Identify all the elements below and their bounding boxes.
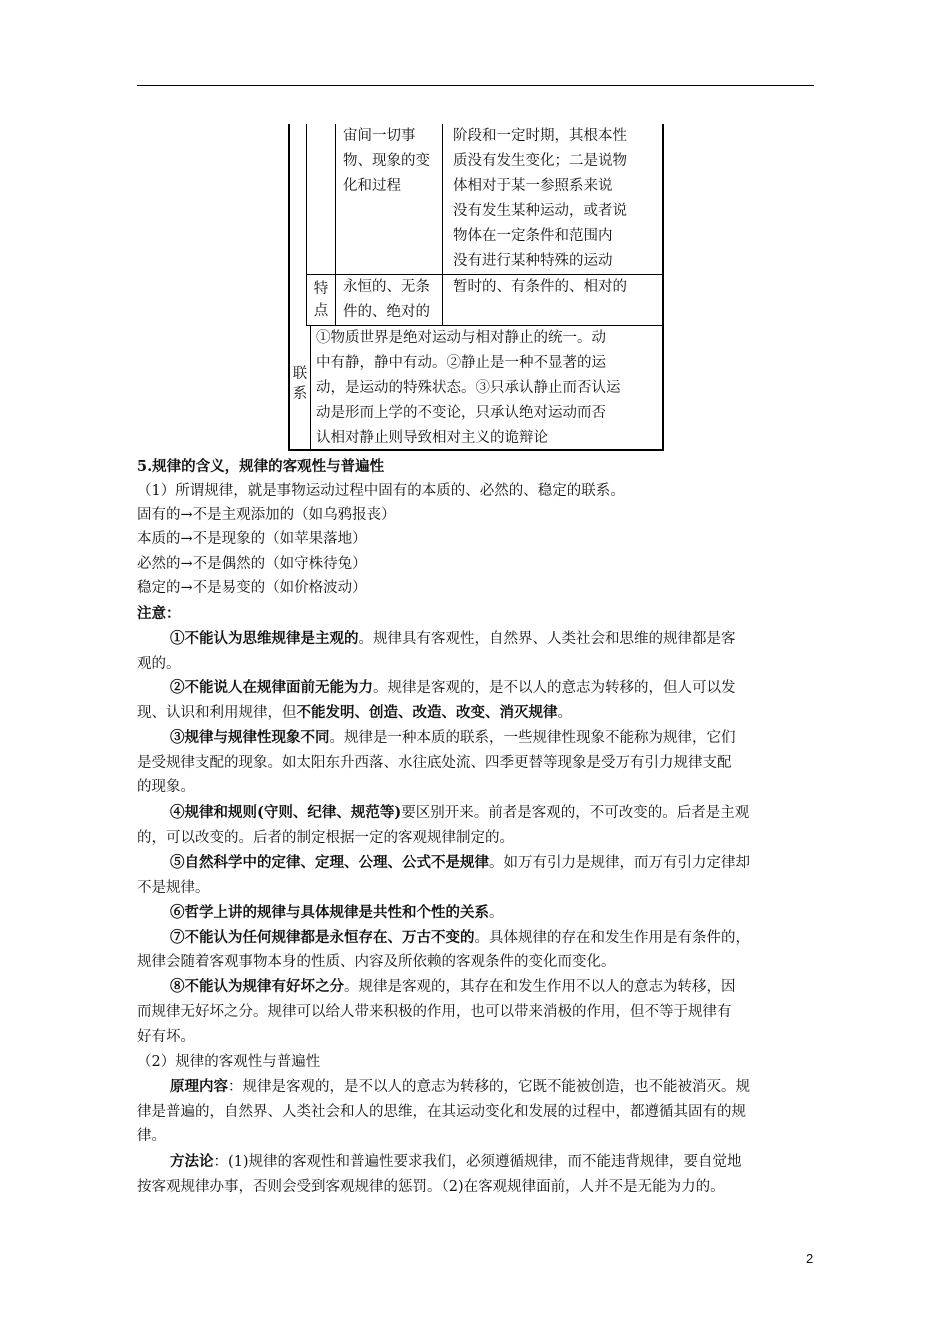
note-4-continued: 的，可以改变的。后者的制定根据一定的客观规律制定的。 bbox=[137, 830, 514, 846]
table-cell-definition-rest: 阶段和一定时期，其根本性 质没有发生变化；二是说物 体相对于某一参照系来说 没有发生某种运动，或者说 物体在一定条件和范围内 没有进行某种特殊的运动 bbox=[453, 128, 627, 269]
subheading-2: （2）规律的客观性与普遍性 bbox=[137, 1054, 321, 1070]
note-3: ③规律与规律性现象不同。规律是一种本质的联系，一些规律性现象不能称为规律，它们 bbox=[170, 729, 736, 746]
example-line: 固有的→不是主观添加的（如乌鸦报丧） bbox=[137, 507, 396, 523]
note-8-continued: 而规律无好坏之分。规律可以给人带来积极的作用，也可以带来消极的作用，但不等于规律有 bbox=[137, 1004, 732, 1020]
note-5: ⑤自然科学中的定律、定理、公理、公式不是规律。如万有引力是规律，而万有引力定律却 bbox=[170, 854, 750, 871]
principle-continued: 律是普遍的，自然界、人类社会和人的思维，在其运动变化和发展的过程中，都遵循其固有的规 bbox=[137, 1104, 746, 1120]
table-row-label-connection: 联 系 bbox=[292, 366, 308, 402]
principle-paragraph: 原理内容：规律是客观的，是不以人的意志为转移的，它既不能被创造，也不能被消灭。规 bbox=[170, 1078, 750, 1095]
note-3-continued: 的现象。 bbox=[137, 779, 195, 795]
note-6: ⑥哲学上讲的规律与具体规律是共性和个性的关系。 bbox=[170, 904, 504, 921]
table-divider-v2 bbox=[335, 124, 336, 326]
example-line: 必然的→不是偶然的（如守株待兔） bbox=[137, 556, 367, 572]
methodology-paragraph: 方法论：(1)规律的客观性和普遍性要求我们，必须遵循规律，而不能违背规律，要自觉地 bbox=[170, 1153, 742, 1170]
note-2-continued: 现、认识和利用规律，但不能发明、创造、改造、改变、消灭规律。 bbox=[137, 704, 572, 721]
methodology-continued: 按客观规律办事，否则会受到客观规律的惩罚。（2)在客观规律面前，人并不是无能为力的。 bbox=[137, 1179, 725, 1195]
note-label: 注意： bbox=[137, 605, 181, 622]
table-border-right bbox=[662, 124, 664, 451]
example-line: 稳定的→不是易变的（如价格波动） bbox=[137, 580, 367, 596]
table-cell-connection: ①物质世界是绝对运动与相对静止的统一。动 中有静，静中有动。②静止是一种不显著的运 动，是运动的特殊状态。③只承认静止而否认运 动是形而上学的不变论，只承认绝对运动而否 认相对静止则导致相对主义的诡辩论 bbox=[316, 330, 621, 446]
note-1: ①不能认为思维规律是主观的。规律具有客观性，自然界、人类社会和思维的规律都是客 bbox=[170, 630, 736, 647]
note-2: ②不能说人在规律面前无能为力。规律是客观的，是不以人的意志为转移的，但人可以发 bbox=[170, 679, 736, 696]
table-divider-v3 bbox=[442, 124, 443, 326]
note-5-continued: 不是规律。 bbox=[137, 880, 210, 896]
note-7: ⑦不能认为任何规律都是永恒存在、万古不变的。具体规律的存在和发生作用是有条件的， bbox=[170, 929, 750, 946]
table-cell-features-rest: 暂时的、有条件的、相对的 bbox=[453, 279, 627, 295]
table-cell-features-motion: 永恒的、无条 件的、绝对的 bbox=[343, 279, 430, 320]
note-7-continued: 规律会随着客观事物本身的性质、内容及所依赖的客观条件的变化而变化。 bbox=[137, 954, 616, 970]
note-1-continued: 观的。 bbox=[137, 656, 181, 672]
table-cell-definition-motion: 宙间一切事 物、现象的变 化和过程 bbox=[343, 128, 430, 194]
table-divider-v4 bbox=[310, 326, 311, 450]
page-number: 2 bbox=[806, 1251, 814, 1266]
note-8: ⑧不能认为规律有好坏之分。规律是客观的，其存在和发生作用不以人的意志为转移，因 bbox=[170, 978, 736, 995]
comparison-table bbox=[288, 124, 663, 451]
header-rule bbox=[137, 85, 814, 86]
section-title: 5.规律的含义，规律的客观性与普遍性 bbox=[137, 458, 385, 475]
subheading-1: （1）所谓规律，就是事物运动过程中固有的本质的、必然的、稳定的联系。 bbox=[137, 483, 625, 499]
example-line: 本质的→不是现象的（如苹果落地） bbox=[137, 531, 367, 547]
table-row-label-features: 特 点 bbox=[313, 281, 329, 319]
note-8-continued: 好有坏。 bbox=[137, 1029, 195, 1045]
table-divider-v1 bbox=[306, 124, 307, 326]
note-4: ④规律和规则(守则、纪律、规范等)要区别开来。前者是客观的，不可改变的。后者是主观 bbox=[170, 804, 750, 821]
note-3-continued: 是受规律支配的现象。如太阳东升西落、水往底处流、四季更替等现象是受万有引力规律支配 bbox=[137, 755, 732, 771]
table-border-left bbox=[288, 124, 290, 451]
principle-continued: 律。 bbox=[137, 1128, 166, 1144]
